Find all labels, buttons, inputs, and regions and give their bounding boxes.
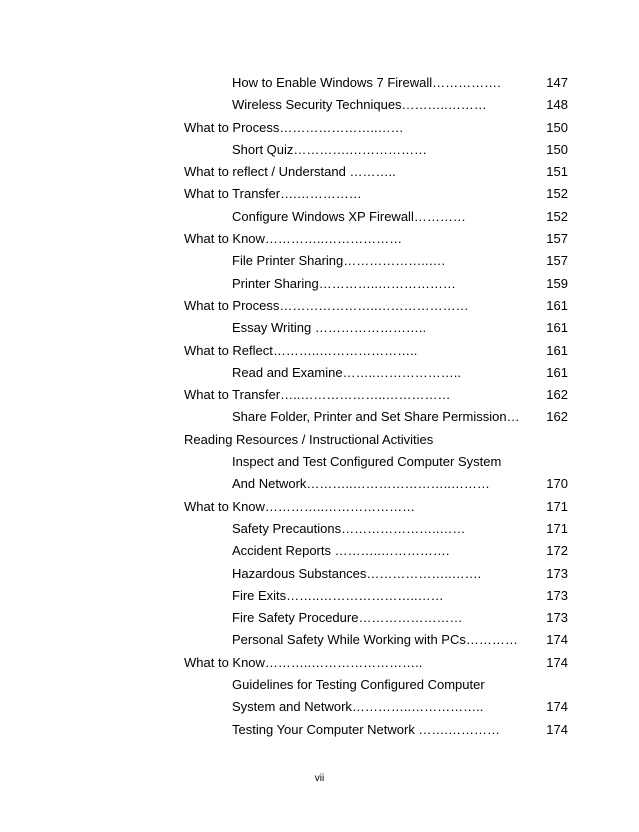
toc-page-number: 173 (546, 587, 568, 603)
toc-subentry-row (0, 540, 639, 562)
toc-page-number: 162 (546, 409, 568, 425)
toc-page-number: 174 (546, 699, 568, 715)
toc-subentry-row (0, 518, 639, 540)
toc-page-number: 174 (546, 632, 568, 648)
toc-page-number: 151 (546, 164, 568, 180)
toc-page-number: 157 (546, 231, 568, 247)
toc-subentry-row (0, 473, 639, 495)
toc-subentry-row (0, 273, 639, 295)
toc-subentry-row (0, 585, 639, 607)
toc-entry-text: What to Know…………..………………… (184, 498, 416, 514)
toc-entry-text: And Network………..…………………..……… (232, 476, 490, 492)
toc-entry-text: Wireless Security Techniques………..……… (232, 97, 487, 113)
toc-entry-text: What to Transfer….…………… (184, 186, 362, 202)
toc-entry-text: Inspect and Test Configured Computer System (232, 454, 502, 470)
toc-entry-text: Read and Examine……..……………….. (232, 364, 462, 380)
toc-subentry-row (0, 674, 639, 696)
toc-subentry-row (0, 629, 639, 651)
toc-entry-text: Fire Safety Procedure…………………… (232, 610, 463, 626)
toc-page-number: 162 (546, 387, 568, 403)
toc-entry-text: Testing Your Computer Network …….………… (232, 721, 501, 737)
toc-section-row (0, 295, 639, 317)
toc-entry-text: Guidelines for Testing Configured Computer (232, 677, 485, 693)
toc-subentry-row (0, 72, 639, 94)
toc-page-number: 171 (546, 520, 568, 536)
toc-subentry-row (0, 406, 639, 428)
toc-page-number: 161 (546, 297, 568, 313)
toc-subentry-row (0, 206, 639, 228)
toc-entry-text: Reading Resources / Instructional Activities (184, 431, 434, 447)
table-of-contents (0, 72, 639, 741)
toc-entry-text: What to Know………..…………………….. (184, 654, 423, 670)
toc-page-number: 148 (546, 97, 568, 113)
toc-entry-text: Share Folder, Printer and Set Share Permission… (232, 409, 520, 425)
toc-entry-text: Hazardous Substances………………..……. (232, 565, 482, 581)
toc-subentry-row (0, 250, 639, 272)
toc-section-row (0, 228, 639, 250)
toc-entry-text: Essay Writing …………………….. (232, 320, 427, 336)
toc-page-number: 161 (546, 320, 568, 336)
toc-page-number: 173 (546, 565, 568, 581)
toc-entry-text: Printer Sharing…………..……………… (232, 275, 456, 291)
toc-entry-text: Configure Windows XP Firewall………… (232, 208, 466, 224)
toc-page-number: 174 (546, 721, 568, 737)
toc-section-row (0, 161, 639, 183)
toc-section-row (0, 652, 639, 674)
toc-subentry-row (0, 696, 639, 718)
toc-entry-text: What to Process…………………..…… (184, 119, 404, 135)
toc-subentry-row (0, 563, 639, 585)
toc-entry-text: Accident Reports ………..……………. (232, 543, 450, 559)
toc-section-row (0, 117, 639, 139)
toc-page-number: 174 (546, 654, 568, 670)
toc-page-number: 150 (546, 119, 568, 135)
toc-entry-text: What to Process…………………..………………… (184, 297, 469, 313)
toc-entry-text: What to Transfer…..………………..…………… (184, 387, 451, 403)
toc-entry-text: Personal Safety While Working with PCs………… (232, 632, 518, 648)
toc-entry-text: How to Enable Windows 7 Firewall……………. (232, 75, 501, 90)
toc-subentry-row (0, 362, 639, 384)
toc-entry-text: Fire Exits……..…………………..…… (232, 587, 444, 603)
toc-page-number: 147 (546, 75, 568, 90)
toc-entry-text: What to Reflect………..………………….. (184, 342, 418, 358)
toc-page-number: 170 (546, 476, 568, 492)
toc-section-row (0, 340, 639, 362)
toc-entry-text: Short Quiz………….……………… (232, 141, 428, 157)
toc-entry-text: System and Network…………..…………….. (232, 699, 484, 715)
toc-page-number: 157 (546, 253, 568, 269)
toc-page-number: 171 (546, 498, 568, 514)
toc-page-number: 152 (546, 186, 568, 202)
toc-page-number: 159 (546, 275, 568, 291)
toc-page-number: 161 (546, 364, 568, 380)
toc-page-number: 172 (546, 543, 568, 559)
toc-subentry-row (0, 94, 639, 116)
toc-subentry-row (0, 607, 639, 629)
toc-section-row (0, 429, 639, 451)
toc-page-number: 152 (546, 208, 568, 224)
toc-entry-text: Safety Precautions…………………..…… (232, 520, 466, 536)
toc-entry-text: What to Know…………..……………… (184, 231, 403, 247)
toc-subentry-row (0, 139, 639, 161)
toc-page-number: 161 (546, 342, 568, 358)
page-number: vii (314, 773, 325, 784)
toc-section-row (0, 384, 639, 406)
toc-subentry-row (0, 451, 639, 473)
toc-subentry-row (0, 317, 639, 339)
toc-section-row (0, 496, 639, 518)
toc-page-number: 150 (546, 141, 568, 157)
toc-entry-text: File Printer Sharing………………..…. (232, 253, 446, 269)
toc-subentry-row (0, 719, 639, 741)
toc-entry-text: What to reflect / Understand ……….. (184, 164, 396, 180)
toc-section-row (0, 183, 639, 205)
toc-page-number: 173 (546, 610, 568, 626)
